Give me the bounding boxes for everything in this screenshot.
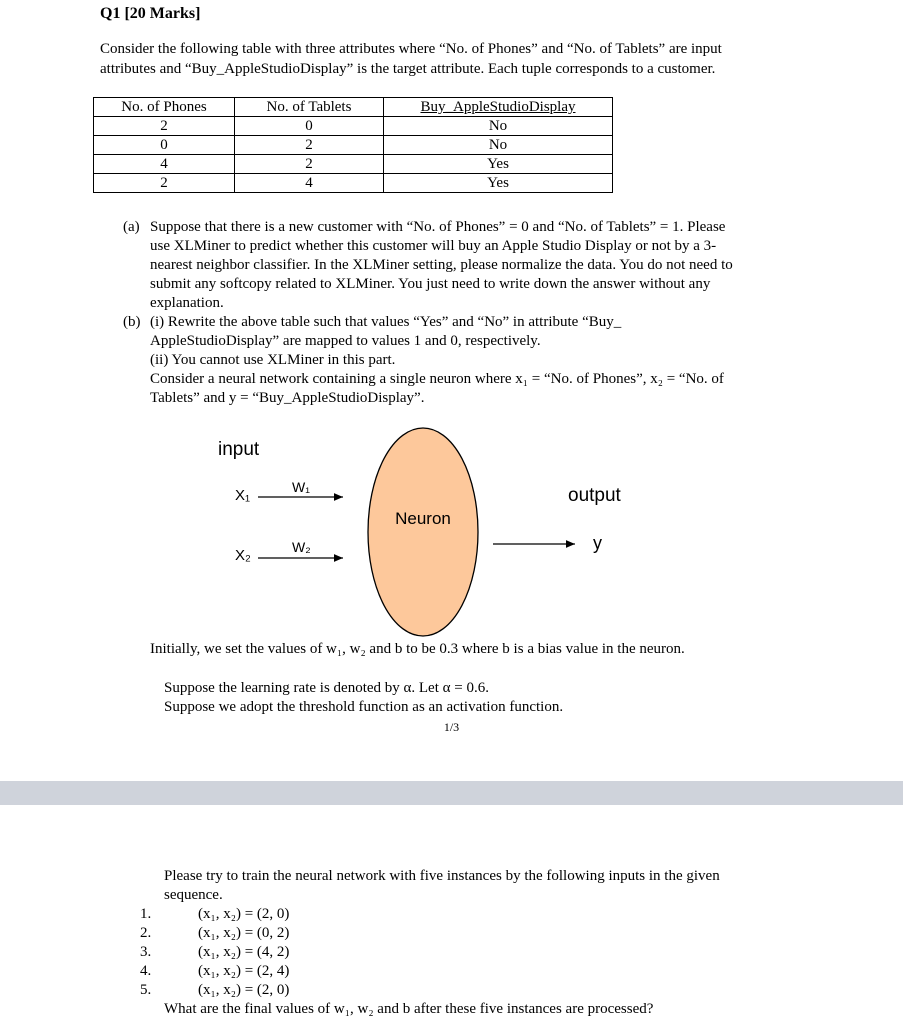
- table-cell: Yes: [384, 174, 613, 193]
- page-separator: [0, 781, 903, 805]
- col-header-phones: No. of Phones: [94, 98, 235, 117]
- neuron-node: [368, 428, 478, 636]
- intro-line-2: attributes and “Buy_AppleStudioDisplay” is the target attribute. Each tuple corresponds to a customer.: [100, 61, 716, 77]
- list-item: [140, 962, 289, 981]
- y-label: y: [593, 533, 602, 553]
- table-row: [94, 155, 613, 174]
- list-item: [140, 981, 289, 1000]
- list-item: [140, 924, 289, 943]
- intro-line-1: Consider the following table with three attributes where “No. of Phones” and “No. of Tablets” are input: [100, 41, 722, 57]
- w2-label: W₂: [292, 539, 311, 555]
- initial-values-text: Initially, we set the values of w₁, w₂ and b to be 0.3 where b is a bias value in the neuron.: [150, 641, 685, 657]
- table-row: [94, 117, 613, 136]
- table-cell: Yes: [384, 155, 613, 174]
- input-label: input: [218, 439, 260, 460]
- learning-rate-text: Suppose the learning rate is denoted by α. Let α = 0.6.: [164, 680, 489, 696]
- table-cell: No: [384, 117, 613, 136]
- table-cell: 2: [235, 136, 384, 155]
- list-number: 5.: [140, 982, 152, 998]
- table-cell: 0: [235, 117, 384, 136]
- table-row: [94, 136, 613, 155]
- page2-intro-line-2: sequence.: [164, 887, 223, 903]
- part-a-line: use XLMiner to predict whether this customer will buy an Apple Studio Display or not by a 3-: [150, 238, 717, 254]
- x2-label: X₂: [235, 547, 251, 564]
- part-a-label: (a): [123, 219, 140, 235]
- part-b-line: Consider a neural network containing a single neuron where x₁ = “No. of Phones”, x₂ = “No. of: [150, 371, 724, 387]
- part-a-line: submit any softcopy related to XLMiner. You just need to write down the answer without any: [150, 276, 711, 292]
- instance-text: (x₁, x₂) = (2, 0): [198, 906, 290, 922]
- table-cell: 2: [94, 117, 235, 136]
- part-a-line: nearest neighbor classifier. In the XLMiner setting, please normalize the data. You do not need to: [150, 257, 733, 273]
- table-cell: 2: [235, 155, 384, 174]
- part-b-label: (b): [123, 314, 141, 330]
- table-cell: 2: [94, 174, 235, 193]
- customer-table: [93, 97, 613, 193]
- list-item: [140, 943, 289, 962]
- part-a-line: Suppose that there is a new customer with “No. of Phones” = 0 and “No. of Tablets” = 1. Please: [150, 219, 726, 235]
- list-item: [140, 905, 289, 924]
- instance-text: (x₁, x₂) = (0, 2): [198, 925, 290, 941]
- col-header-target: Buy_AppleStudioDisplay: [384, 98, 613, 117]
- part-b-line: (ii) You cannot use XLMiner in this part.: [150, 352, 396, 368]
- instance-text: (x₁, x₂) = (2, 0): [198, 982, 290, 998]
- activation-text: Suppose we adopt the threshold function as an activation function.: [164, 699, 564, 715]
- list-number: 4.: [140, 963, 152, 979]
- output-label: output: [568, 485, 621, 506]
- instance-text: (x₁, x₂) = (4, 2): [198, 944, 290, 960]
- question-title: Q1 [20 Marks]: [100, 5, 201, 22]
- table-header-row: [94, 98, 613, 117]
- list-number: 2.: [140, 925, 152, 941]
- x1-label: X₁: [235, 487, 251, 504]
- instance-text: (x₁, x₂) = (2, 4): [198, 963, 290, 979]
- table-cell: 0: [94, 136, 235, 155]
- final-question: What are the final values of w₁, w₂ and b after these five instances are processed?: [164, 1001, 654, 1017]
- list-number: 3.: [140, 944, 152, 960]
- page-number: 1/3: [443, 720, 460, 734]
- list-number: 1.: [140, 906, 152, 922]
- neuron-label: Neuron: [395, 509, 451, 528]
- table-row: [94, 174, 613, 193]
- instance-list: [140, 905, 289, 1000]
- table-cell: 4: [235, 174, 384, 193]
- part-b-line: Tablets” and y = “Buy_AppleStudioDisplay”.: [150, 390, 425, 406]
- page2-intro-line-1: Please try to train the neural network with five instances by the following inputs in the given: [164, 868, 720, 884]
- col-header-tablets: No. of Tablets: [235, 98, 384, 117]
- neuron-diagram-svg: [180, 420, 660, 640]
- part-b-line: AppleStudioDisplay” are mapped to values 1 and 0, respectively.: [150, 333, 541, 349]
- part-a-line: explanation.: [150, 295, 224, 311]
- part-b-line: (i) Rewrite the above table such that values “Yes” and “No” in attribute “Buy_: [150, 314, 622, 330]
- table-cell: 4: [94, 155, 235, 174]
- w1-label: W₁: [292, 479, 310, 495]
- neuron-diagram: [180, 420, 660, 640]
- table-cell: No: [384, 136, 613, 155]
